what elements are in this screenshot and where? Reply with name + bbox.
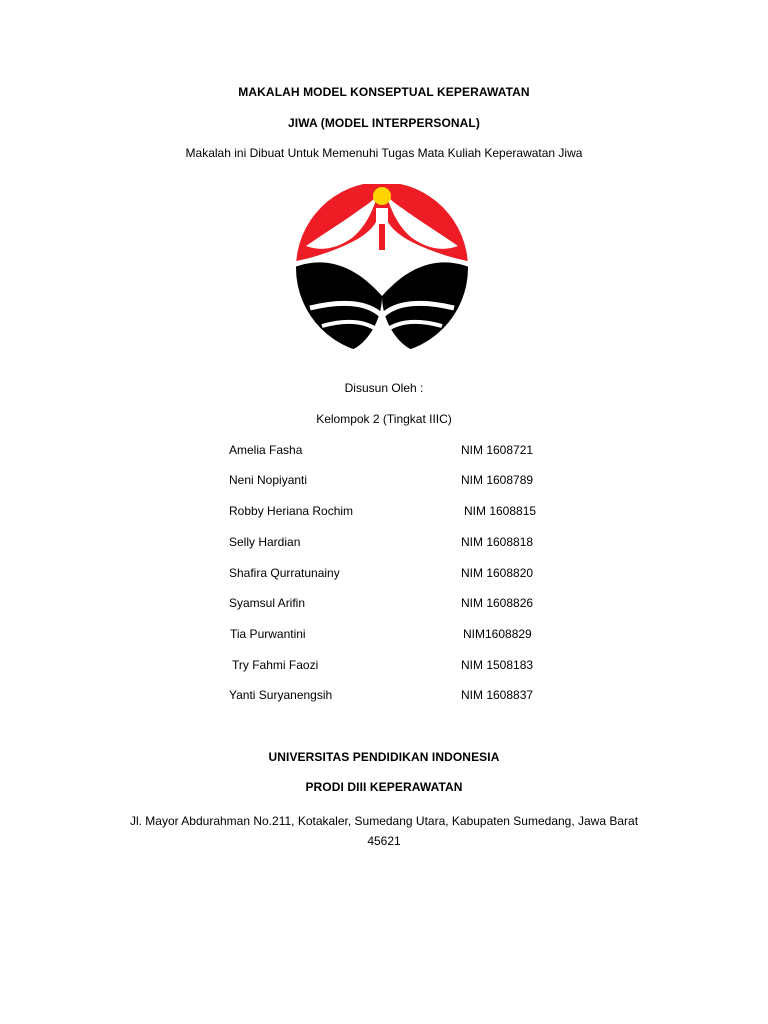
member-name: Tia Purwantini <box>230 627 306 641</box>
member-nim: NIM 1508183 <box>461 658 534 672</box>
address-block <box>96 811 672 851</box>
member-nim: NIM 1608820 <box>461 566 534 580</box>
member-nim: NIM 1608721 <box>461 443 534 457</box>
member-nim: NIM 1608789 <box>461 473 534 487</box>
study-program: PRODI DIII KEPERAWATAN <box>305 780 463 794</box>
member-nim: NIM1608829 <box>463 627 532 641</box>
member-name: Robby Heriana Rochim <box>229 504 354 518</box>
member-nim: NIM 1608826 <box>461 596 534 610</box>
member-nim: NIM 1608818 <box>461 535 534 549</box>
group-label: Kelompok 2 (Tingkat IIIC) <box>316 412 452 426</box>
document-title-line2: JIWA (MODEL INTERPERSONAL) <box>288 116 480 130</box>
member-name: Syamsul Arifin <box>229 596 306 610</box>
member-name: Yanti Suryanengsih <box>229 688 333 702</box>
upi-university-logo-icon <box>292 184 472 352</box>
member-nim: NIM 1608837 <box>461 688 534 702</box>
address-line2: 45621 <box>367 834 401 848</box>
member-name: Try Fahmi Faozi <box>232 658 319 672</box>
document-purpose: Makalah ini Dibuat Untuk Memenuhi Tugas Mata Kuliah Keperawatan Jiwa <box>185 146 583 160</box>
prepared-by-heading: Disusun Oleh : <box>344 381 424 395</box>
member-name: Amelia Fasha <box>229 443 303 457</box>
university-name: UNIVERSITAS PENDIDIKAN INDONESIA <box>268 750 500 764</box>
member-name: Selly Hardian <box>229 535 301 549</box>
document-title-line1: MAKALAH MODEL KONSEPTUAL KEPERAWATAN <box>238 85 530 99</box>
member-name: Shafira Qurratunainy <box>229 566 340 580</box>
member-name: Neni Nopiyanti <box>229 473 308 487</box>
member-nim: NIM 1608815 <box>464 504 537 518</box>
address-line1: Jl. Mayor Abdurahman No.211, Kotakaler, Sumedang Utara, Kabupaten Sumedang, Jawa Barat <box>129 814 639 828</box>
